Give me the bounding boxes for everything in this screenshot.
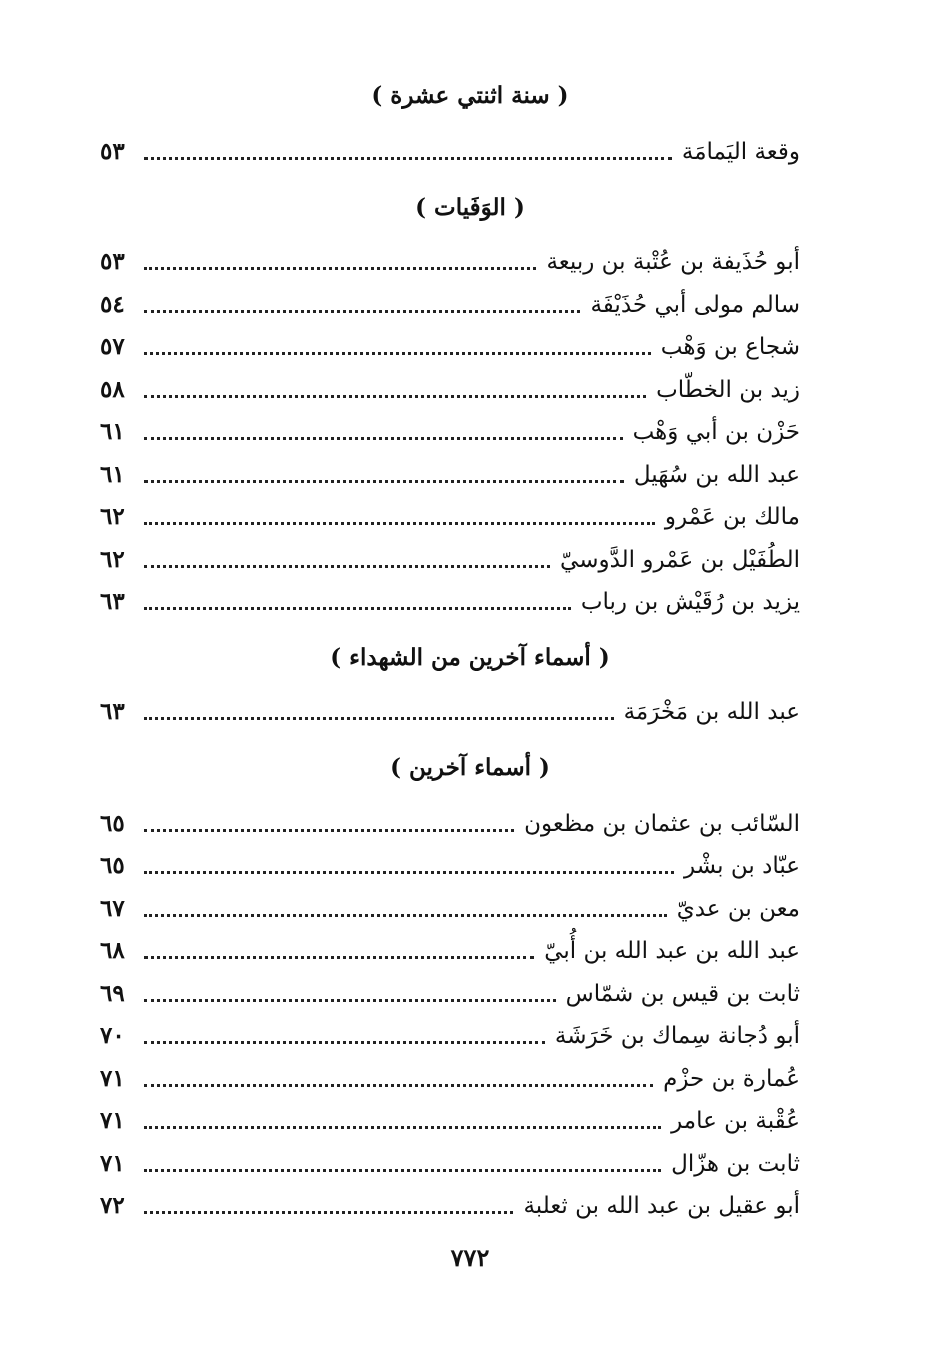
- toc-entry: [100, 806, 800, 842]
- toc-entry: [100, 891, 800, 927]
- entry-title: عبد الله بن مَخْرَمَة: [623, 699, 800, 725]
- entry-title: عُمارة بن حزْم: [663, 1066, 800, 1092]
- entry-title: وقعة اليَمامَة: [681, 139, 800, 165]
- dot-leader: [144, 1126, 661, 1129]
- dot-leader: [144, 914, 667, 917]
- entry-title: حَزْن بن أبي وَهْب: [632, 419, 800, 445]
- dot-leader: [144, 310, 580, 313]
- entry-page-number: ٥٧: [100, 333, 125, 360]
- entry-page-number: ٦١: [100, 461, 125, 488]
- toc-entry: [100, 933, 800, 969]
- dot-leader: [144, 1211, 513, 1214]
- dot-leader: [144, 157, 672, 160]
- entry-page-number: ٧٢: [100, 1192, 125, 1219]
- dot-leader: [144, 871, 674, 874]
- section-heading: ( الوَفَيات ): [415, 194, 525, 221]
- toc-entry: [100, 1146, 800, 1182]
- entry-title: سالم مولى أبي حُذَيْفَة: [590, 292, 800, 318]
- entry-page-number: ٦٨: [100, 937, 125, 964]
- dot-leader: [144, 999, 556, 1002]
- entry-title: مالك بن عَمْرو: [664, 504, 800, 530]
- entry-title: أبو حُذَيفة بن عُتْبة بن ربيعة: [546, 249, 800, 275]
- entry-page-number: ٦٩: [100, 980, 125, 1007]
- section-heading: ( أسماء آخرين من الشهداء ): [330, 644, 610, 671]
- section-heading: ( أسماء آخرين ): [390, 754, 550, 781]
- entry-title: السّائب بن عثمان بن مظعون: [524, 811, 800, 837]
- entry-page-number: ٦٣: [100, 698, 125, 725]
- toc-entry: [100, 287, 800, 323]
- dot-leader: [144, 437, 623, 440]
- toc-entry: [100, 414, 800, 450]
- dot-leader: [144, 956, 534, 959]
- toc-entry: [100, 134, 800, 170]
- entry-title: زيد بن الخطّاب: [656, 377, 800, 403]
- entry-page-number: ٥٣: [100, 248, 125, 275]
- toc-entry: [100, 372, 800, 408]
- dot-leader: [144, 352, 651, 355]
- entry-page-number: ٦٥: [100, 852, 125, 879]
- entry-page-number: ٧٠: [100, 1022, 125, 1049]
- entry-page-number: ٦٢: [100, 546, 125, 573]
- entry-title: شجاع بن وَهْب: [660, 334, 800, 360]
- toc-entry: [100, 976, 800, 1012]
- entry-title: يزيد بن رُقَيْش بن رباب: [580, 589, 800, 615]
- entry-title: عُقْبة بن عامر: [671, 1108, 800, 1134]
- dot-leader: [144, 717, 614, 720]
- entry-title: عبد الله بن سُهَيل: [633, 462, 800, 488]
- toc-entry: [100, 457, 800, 493]
- toc-entry: [100, 244, 800, 280]
- dot-leader: [144, 1169, 661, 1172]
- toc-entry: [100, 329, 800, 365]
- toc-entry: [100, 1018, 800, 1054]
- dot-leader: [144, 480, 624, 483]
- entry-page-number: ٧١: [100, 1065, 125, 1092]
- entry-page-number: ٥٣: [100, 138, 125, 165]
- entry-page-number: ٦٣: [100, 588, 125, 615]
- dot-leader: [144, 522, 655, 525]
- toc-entry: [100, 1188, 800, 1224]
- entry-title: عبّاد بن بشْر: [683, 853, 800, 879]
- toc-entry: [100, 694, 800, 730]
- dot-leader: [144, 395, 646, 398]
- toc-entry: [100, 1061, 800, 1097]
- entry-page-number: ٦١: [100, 418, 125, 445]
- toc-entry: [100, 848, 800, 884]
- page-number: ٧٧٢: [450, 1243, 490, 1272]
- entry-title: ثابت بن قيس بن شمّاس: [565, 981, 800, 1007]
- section-heading: ( سنة اثنتي عشرة ): [371, 82, 569, 109]
- toc-entry: [100, 499, 800, 535]
- entry-page-number: ٦٢: [100, 503, 125, 530]
- entry-title: معن بن عديّ: [676, 896, 800, 922]
- entry-page-number: ٧١: [100, 1150, 125, 1177]
- entry-title: عبد الله بن عبد الله بن أُبيّ: [544, 938, 800, 964]
- dot-leader: [144, 1041, 545, 1044]
- entry-title: أبو عقيل بن عبد الله بن ثعلبة: [523, 1193, 800, 1219]
- dot-leader: [144, 267, 536, 270]
- entry-page-number: ٦٧: [100, 895, 125, 922]
- entry-title: الطُفَيْل بن عَمْرو الدَّوسيّ: [560, 547, 800, 573]
- dot-leader: [144, 565, 550, 568]
- toc-entry: [100, 1103, 800, 1139]
- entry-page-number: ٦٥: [100, 810, 125, 837]
- dot-leader: [144, 829, 514, 832]
- entry-page-number: ٧١: [100, 1107, 125, 1134]
- toc-entry: [100, 542, 800, 578]
- entry-page-number: ٥٤: [100, 291, 125, 318]
- toc-entry: [100, 584, 800, 620]
- entry-title: أبو دُجانة سِماك بن خَرَشَة: [554, 1023, 800, 1049]
- entry-page-number: ٥٨: [100, 376, 125, 403]
- dot-leader: [144, 1084, 653, 1087]
- dot-leader: [144, 607, 571, 610]
- entry-title: ثابت بن هزّال: [671, 1151, 800, 1177]
